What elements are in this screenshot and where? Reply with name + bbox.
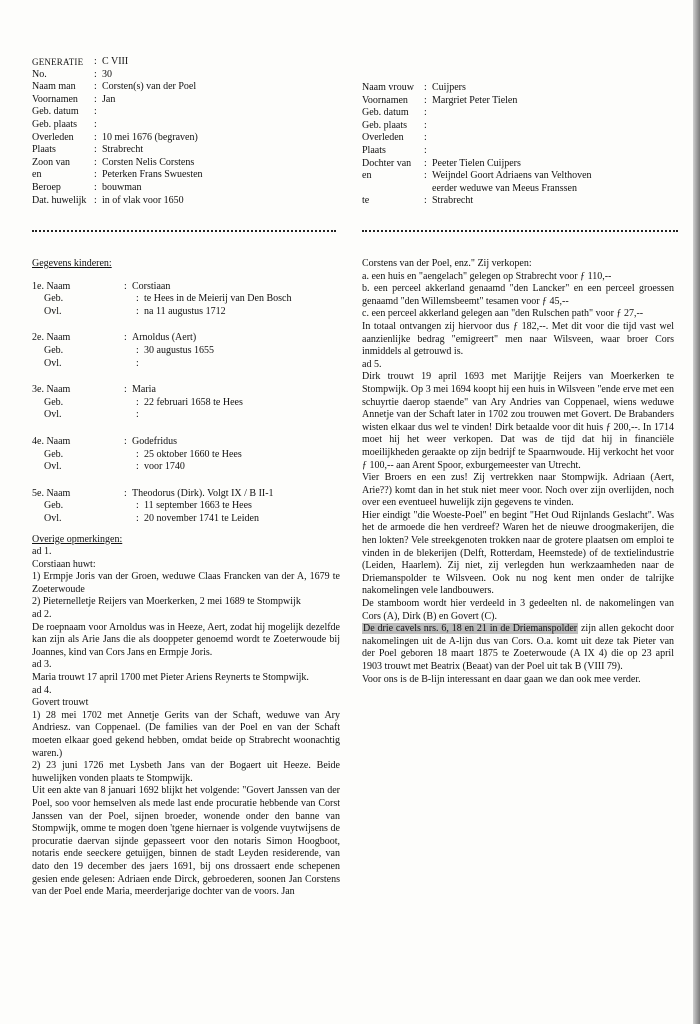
detail-row: Voornamen : Margriet Peter Tielen — [362, 95, 662, 108]
child-entry: 1e. Naam : Corstiaan Geb. : te Hees in de Meierij van Den Bosch Ovl. : na 11 augustus 1712 — [32, 280, 292, 317]
detail-row: Dat. huwelijk : in of vlak voor 1650 — [32, 195, 332, 208]
label-overleden: Overleden — [362, 132, 404, 144]
child-birth-value: 11 september 1663 te Hees — [144, 500, 252, 512]
value-eerder-weduwe: eerder weduwe van Meeus Franssen — [432, 182, 577, 194]
label-geb-datum: Geb. datum — [32, 106, 79, 118]
left-column — [32, 258, 340, 899]
detail-row: Plaats : Strabrecht — [32, 144, 332, 157]
value-no: 30 — [102, 68, 112, 80]
remark-paragraph: 2) Pieternelletje Reijers van Moerkerken, 2 mei 1689 te Stompwijk — [32, 596, 301, 608]
detail-row: te : Strabrecht — [362, 195, 662, 208]
child-birth-label: Geb. — [44, 293, 64, 305]
child-birth-label: Geb. — [44, 396, 64, 408]
child-name: Theodorus (Dirk). Volgt IX / B II-1 — [132, 487, 274, 499]
text-paragraph: Corstens van der Poel, enz." Zij verkopen: — [362, 258, 532, 269]
wife-details — [362, 82, 662, 208]
child-death-value: na 11 augustus 1712 — [144, 305, 226, 317]
child-birth-value: 22 februari 1658 te Hees — [144, 396, 243, 408]
detail-row: Geb. datum : — [32, 106, 332, 119]
value-en: Peterken Frans Swuesten — [102, 169, 203, 181]
child-name: Maria — [132, 384, 156, 396]
scan-edge-shadow — [693, 0, 700, 1024]
detail-row: Voornamen : Jan — [32, 94, 332, 107]
value-en: Weijndel Goort Adriaens van Velthoven — [432, 170, 592, 182]
remark-paragraph: Uit een akte van 8 januari 1692 blijkt het volgende: "Govert Janssen van der Poel, soo voor hemselven als mede last ende procuratie hebbende van Corst Janssen van der Poel, sijnen broeder, wonende onder den banne van Stompwijk, omme te mogen doen 'tgene hiernaer is volgende vuytwijsens de procuratie daervan sijnde gepasseert voor den notaris Simon Hoogboot, notaris ende seeckere getuijgen, binnen de stadt Leyden residerende, van dato den 19 december des jaers 1691, bij ons drossaert ende schepenen gesien ende gelesen: Adriaen ende Dirck, gebroederen, soonen Jan Corstens van der Poel ende Maria, meerderjarige dochter van de voors. Jan — [32, 785, 340, 898]
label-plaats: Plaats — [362, 144, 386, 156]
label-naam-vrouw: Naam vrouw — [362, 82, 414, 93]
child-birth-value: 25 oktober 1660 te Hees — [144, 448, 242, 460]
text-paragraph: Voor ons is de B-lijn interessant en daar gaan we dan ook mee verder. — [362, 673, 641, 685]
child-label: 1e. Naam — [32, 280, 71, 292]
child-death-label: Ovl. — [44, 305, 62, 317]
remark-paragraph: ad 2. — [32, 609, 52, 621]
value-geb-plaats — [432, 120, 662, 133]
remark-paragraph: Govert trouwt — [32, 697, 89, 709]
highlighted-paragraph — [362, 623, 674, 673]
remark-paragraph: Corstiaan huwt: — [32, 558, 96, 570]
value-voornamen: Margriet Peter Tielen — [432, 94, 518, 106]
child-death-label: Ovl. — [44, 461, 62, 473]
label-plaats: Plaats — [32, 144, 56, 156]
remark-paragraph: Maria trouwt 17 april 1700 met Pieter Ariens Reynerts te Stompwijk. — [32, 672, 309, 684]
value-naam-vrouw: Cuijpers — [432, 82, 466, 93]
detail-row: Geb. plaats : — [362, 120, 662, 133]
text-paragraph: Dirk trouwt 19 april 1693 met Marijtje Reijers van Moerkerken te Stompwijk. Op 3 mei 1694 koopt hij een huis in Wilsveen "ende erve met een schuyrtie daerop staende" van Ary Andries van Coppenael, wiens weduwe Annetje van der Schaft later in 1702 zou trouwen met Govert. De Brabanders wisten elkaar dus wel te vinden! Dirk betaalde voor dit huis ƒ 200,--. In 1714 moet hij het weer verkopen. Dat was de tijd dat hij in financiële moeilijkheden geraakte op zijn bedrijf te Spaarnwoude. Hij verkocht het voor ƒ 100,-- aan Arent Spoor, exburgemeester van Utrecht. — [362, 371, 674, 471]
husband-details — [32, 56, 332, 207]
detail-row: Naam vrouw : Cuijpers — [362, 82, 662, 95]
child-birth-value: te Hees in de Meierij van Den Bosch — [144, 293, 292, 305]
label-naam-man: Naam man — [32, 81, 76, 93]
value-geb-datum — [432, 107, 662, 120]
detail-row: Plaats : — [362, 145, 662, 158]
child-birth-label: Geb. — [44, 448, 64, 460]
detail-row: GENERATIE : C VIII — [32, 56, 332, 69]
label-no: No. — [32, 68, 47, 80]
remark-paragraph: ad 4. — [32, 684, 52, 696]
label-voornamen: Voornamen — [362, 94, 408, 106]
remark-paragraph: ad 1. — [32, 546, 52, 558]
detail-row: en : Peterken Frans Swuesten — [32, 169, 332, 182]
detail-row: Zoon van : Corsten Nelis Corstens — [32, 157, 332, 170]
child-birth-label: Geb. — [44, 500, 64, 512]
value-overleden — [432, 132, 662, 145]
detail-row: Geb. datum : — [362, 107, 662, 120]
text-paragraph: Vier Broers en een zus! Zij vertrekken naar Stompwijk. Adriaan (Aert, Arie??) komt dan in het stuk niet meer voor. Noch over zijn overlijden, noch over een eventueel huwelijk zijn gegevens te vinden. — [362, 472, 674, 509]
value-plaats — [432, 145, 662, 158]
label-en: en — [362, 170, 372, 182]
text-paragraph: Hier eindigt "die Woeste-Poel" en begint "Het Oud Rijnlands Geslacht". Was het de armoede die hen verdreef? Waren het de nieuwe droogmakerijen, die hen lokten? Vele streekgenoten trokken naar de grotere plaatsen om emploi te vinden in de blekerijen (Delft, Rotterdam, Heemstede) of de textielindustrie (Leiden, Haarlem). Zij niet, zij verlegden hun werkzaamheden naar de Driemanspolder te Wilsveen. Ook nu nog kent men onder de talrijke nakomelingen vele landbouwers. — [362, 509, 674, 597]
detail-row: Geb. plaats : — [32, 119, 332, 132]
child-death-label: Ovl. — [44, 409, 62, 421]
label-blank — [362, 183, 424, 196]
detail-row: No. : 30 — [32, 69, 332, 82]
text-paragraph: In totaal ontvangen zij hiervoor dus ƒ 182,--. Met dit voor die tijd vast wel aanzienlijke bedrag "emigreert" men naar Wilsveen, waar broer Cors inmiddels al getrouwd is. — [362, 320, 674, 358]
child-entry: 5e. Naam : Theodorus (Dirk). Volgt IX / B II-1 Geb. : 11 september 1663 te Hees Ovl. : 20 november 1741 te Leiden — [32, 487, 274, 524]
label-generatie: GENERATIE — [32, 57, 84, 67]
remark-paragraph: 2) 23 juni 1726 met Lysbeth Jans van der Bogaert uit Heeze. Beide huwelijken vonden plaats te Stompwijk. — [32, 760, 340, 784]
child-entry: 4e. Naam : Godefridus Geb. : 25 oktober 1660 te Hees Ovl. : voor 1740 — [32, 435, 242, 473]
child-label: 4e. Naam — [32, 435, 71, 447]
detail-row: Overleden : — [362, 132, 662, 145]
value-dochter-van: Peeter Tielen Cuijpers — [432, 157, 521, 169]
label-geb-plaats: Geb. plaats — [32, 118, 77, 130]
text-paragraph: c. een perceel akkerland gelegen aan "den Rulschen path" voor ƒ 27,-- — [362, 308, 644, 320]
detail-row: en : Weijndel Goort Adriaens van Velthoven — [362, 170, 662, 183]
value-generatie: C VIII — [102, 56, 129, 67]
remark-paragraph: ad 3. — [32, 659, 52, 671]
remark-paragraph: 1) Ermpje Joris van der Groen, weduwe Claas Francken van der A, 1679 te Zoeterwoude — [32, 571, 340, 595]
child-death-value: voor 1740 — [144, 461, 185, 473]
child-label: 2e. Naam — [32, 332, 71, 344]
detail-row: Naam man : Corsten(s) van der Poel — [32, 81, 332, 94]
label-geb-plaats: Geb. plaats — [362, 119, 407, 131]
child-label: 5e. Naam — [32, 487, 71, 499]
value-geb-plaats — [102, 119, 332, 132]
dotted-separator-left — [32, 230, 336, 232]
right-column — [362, 258, 674, 686]
child-death-label: Ovl. — [44, 512, 62, 524]
value-overleden: 10 mei 1676 (begraven) — [102, 131, 198, 143]
value-zoon-van: Corsten Nelis Corstens — [102, 156, 195, 168]
value-te: Strabrecht — [432, 195, 474, 207]
detail-row: Overleden : 10 mei 1676 (begraven) — [32, 132, 332, 145]
value-voornamen: Jan — [102, 93, 116, 105]
value-naam-man: Corsten(s) van der Poel — [102, 81, 197, 93]
child-name: Arnoldus (Aert) — [132, 332, 197, 344]
child-name: Godefridus — [132, 435, 177, 447]
highlight-continuation: zijn allen gekocht door nakomelingen uit de A-lijn dus van Cors. O.a. komt — [362, 623, 674, 647]
child-birth-label: Geb. — [44, 344, 64, 356]
dotted-separator-right — [362, 230, 678, 232]
value-geb-datum — [102, 106, 332, 119]
text-paragraph: uit deze tak Pieter van der Poel geboren 18 maart 1875 te Zoeterwoude (A IX 4) die op 23 april 1903 trouwt met Beatrix (Beaat) van der Poel uit tak B (VIII 79). — [362, 635, 675, 672]
text-paragraph: a. een huis en "aengelach" gelegen op Strabrecht voor ƒ 110,-- — [362, 270, 612, 282]
remark-paragraph: De roepnaam voor Arnoldus was in Heeze, Aert, zodat hij mogelijk dezelfde kan zijn als Arie Jans die als dooppeter genoemd wordt te Zoeterwoude bij Joannes, kind van Cors Jans en Ermpje Joris. — [32, 621, 340, 658]
label-dat-huwelijk: Dat. huwelijk — [32, 194, 87, 206]
label-geb-datum: Geb. datum — [362, 107, 409, 119]
highlighted-text: De drie cavels nrs. 6, 18 en 21 in de Driemanspolder — [363, 623, 578, 635]
detail-row — [362, 183, 662, 196]
child-name: Corstiaan — [132, 280, 171, 292]
child-birth-value: 30 augustus 1655 — [144, 344, 214, 356]
label-beroep: Beroep — [32, 181, 61, 193]
value-beroep: bouwman — [102, 181, 142, 193]
text-paragraph: De stamboom wordt hier verdeeld in 3 gedeelten nl. de nakomelingen van Cors (A), Dirk (B) en Govert (C). — [362, 598, 674, 622]
remarks-heading: Overige opmerkingen: — [32, 533, 123, 545]
text-paragraph: b. een perceel akkerland genaamd "den Lancker" en een perceel groessen genaamd "den Willemsbeemt" tesamen voor ƒ 45,-- — [362, 283, 674, 307]
child-label: 3e. Naam — [32, 384, 71, 396]
label-dochter-van: Dochter van — [362, 157, 412, 169]
detail-row: Dochter van : Peeter Tielen Cuijpers — [362, 158, 662, 171]
child-death-value: 20 november 1741 te Leiden — [144, 512, 259, 524]
label-voornamen: Voornamen — [32, 93, 78, 105]
child-entry: 3e. Naam : Maria Geb. : 22 februari 1658 te Hees Ovl. : — [32, 384, 243, 421]
value-dat-huwelijk: in of vlak voor 1650 — [102, 194, 184, 206]
remark-paragraph: 1) 28 mei 1702 met Annetje Gerits van der Schaft, weduwe van Ary Andriesz. van Coppenael. (De families van der Poel en van der Schaft moeten elkaar goed gekend hebben, omdat beide op Strabrecht woonachtig waren.) — [32, 709, 340, 759]
label-overleden: Overleden — [32, 131, 74, 143]
value-plaats: Strabrecht — [102, 144, 144, 156]
children-heading: Gegevens kinderen: — [32, 258, 112, 269]
child-entry: 2e. Naam : Arnoldus (Aert) Geb. : 30 augustus 1655 Ovl. : — [32, 332, 214, 369]
detail-row: Beroep : bouwman — [32, 182, 332, 195]
text-paragraph: ad 5. — [362, 358, 382, 370]
label-zoon-van: Zoon van — [32, 156, 71, 168]
child-death-label: Ovl. — [44, 357, 62, 369]
label-en: en — [32, 169, 42, 181]
label-te: te — [362, 195, 370, 207]
